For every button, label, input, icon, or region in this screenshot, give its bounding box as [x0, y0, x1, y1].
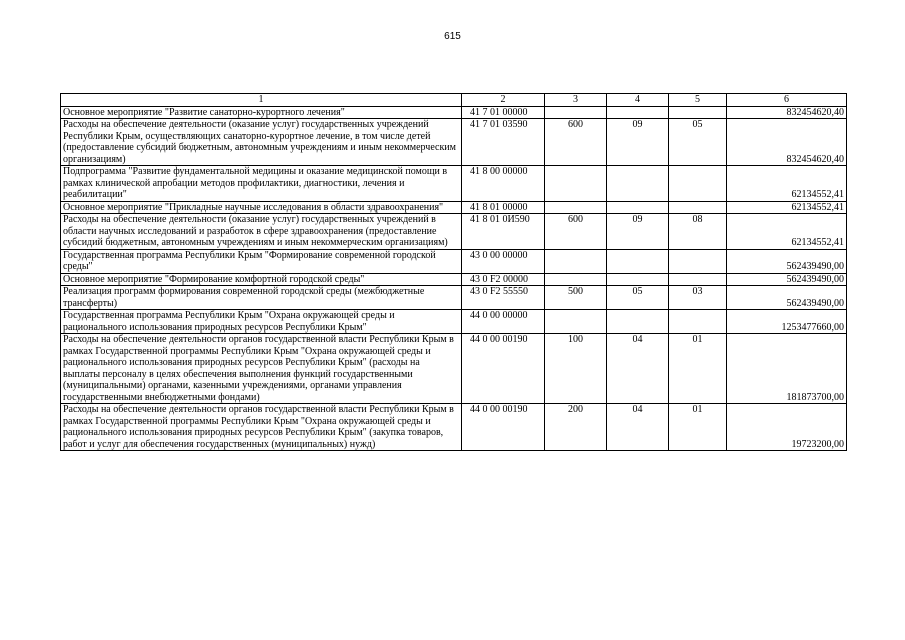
table-row [61, 201, 847, 214]
cell-code: 44 0 00 00190 [462, 334, 545, 404]
cell-c3 [545, 106, 607, 119]
cell-code: 43 0 00 00000 [462, 249, 545, 273]
table-row [61, 106, 847, 119]
cell-amount: 19723200,00 [727, 404, 847, 451]
cell-name: Государственная программа Республики Крым "Охрана окружающей среды и рационального использования природных ресурсов Республики Крым" [61, 310, 462, 334]
cell-c4 [607, 201, 669, 214]
cell-c3: 600 [545, 214, 607, 250]
table-row [61, 404, 847, 451]
cell-c4: 09 [607, 119, 669, 166]
budget-table [60, 93, 847, 451]
cell-c5: 01 [669, 334, 727, 404]
cell-c4 [607, 106, 669, 119]
cell-c4: 05 [607, 286, 669, 310]
cell-c4: 09 [607, 214, 669, 250]
cell-name: Реализация программ формирования современной городской среды (межбюджетные трансферты) [61, 286, 462, 310]
cell-c5 [669, 201, 727, 214]
cell-c5: 03 [669, 286, 727, 310]
cell-c4 [607, 166, 669, 202]
cell-amount: 562439490,00 [727, 249, 847, 273]
cell-amount: 1253477660,00 [727, 310, 847, 334]
cell-name: Основное мероприятие "Прикладные научные исследования в области здравоохранения" [61, 201, 462, 214]
cell-c3: 200 [545, 404, 607, 451]
cell-c5 [669, 249, 727, 273]
cell-amount: 62134552,41 [727, 166, 847, 202]
table-row [61, 310, 847, 334]
header-cell: 5 [669, 94, 727, 107]
cell-c5 [669, 106, 727, 119]
cell-name: Расходы на обеспечение деятельности (оказание услуг) государственных учреждений Республики Крым, осуществляющих санаторно-курортное лечение, в том числе детей (предоставление субсидий бюджетным, автономным учреждениям и иным некоммерческим организациям) [61, 119, 462, 166]
header-cell: 4 [607, 94, 669, 107]
cell-c3 [545, 249, 607, 273]
cell-c5: 08 [669, 214, 727, 250]
header-cell: 1 [61, 94, 462, 107]
cell-c3 [545, 201, 607, 214]
cell-c3: 600 [545, 119, 607, 166]
cell-name: Основное мероприятие "Развитие санаторно-курортного лечения" [61, 106, 462, 119]
header-cell: 2 [462, 94, 545, 107]
cell-name: Расходы на обеспечение деятельности органов государственной власти Республики Крым в рамках Государственной программы Республики Крым "Охрана окружающей среды и рационального использования природных ресурсов Республики Крым" (закупка товаров, работ и услуг для обеспечения государственных (муниципальных) нужд) [61, 404, 462, 451]
table-row [61, 249, 847, 273]
cell-c4: 04 [607, 404, 669, 451]
table-row [61, 119, 847, 166]
table-row [61, 214, 847, 250]
header-cell: 3 [545, 94, 607, 107]
table-row [61, 286, 847, 310]
cell-code: 41 8 00 00000 [462, 166, 545, 202]
cell-c3: 500 [545, 286, 607, 310]
cell-amount: 832454620,40 [727, 106, 847, 119]
cell-name: Подпрограмма "Развитие фундаментальной медицины и оказание медицинской помощи в рамках клинической апробации методов профилактики, диагностики, лечения и реабилитации" [61, 166, 462, 202]
cell-code: 44 0 00 00190 [462, 404, 545, 451]
page-number: 615 [444, 31, 461, 42]
cell-c3 [545, 166, 607, 202]
cell-code: 41 8 01 0И590 [462, 214, 545, 250]
cell-code: 41 7 01 03590 [462, 119, 545, 166]
cell-name: Государственная программа Республики Крым "Формирование современной городской среды" [61, 249, 462, 273]
cell-c5 [669, 166, 727, 202]
cell-c5 [669, 273, 727, 286]
header-cell: 6 [727, 94, 847, 107]
cell-c5: 01 [669, 404, 727, 451]
cell-c3 [545, 310, 607, 334]
cell-c4 [607, 310, 669, 334]
cell-c4 [607, 249, 669, 273]
cell-c3: 100 [545, 334, 607, 404]
table-header-row [61, 94, 847, 107]
cell-code: 41 8 01 00000 [462, 201, 545, 214]
cell-c5 [669, 310, 727, 334]
cell-amount: 562439490,00 [727, 273, 847, 286]
table-row [61, 166, 847, 202]
cell-name: Расходы на обеспечение деятельности (оказание услуг) государственных учреждений в области научных исследований и разработок в сфере здравоохранения (предоставление субсидий бюджетным, автономным учреждениям и иным некоммерческим организациям) [61, 214, 462, 250]
cell-code: 43 0 F2 55550 [462, 286, 545, 310]
cell-c4: 04 [607, 334, 669, 404]
cell-amount: 62134552,41 [727, 201, 847, 214]
table-row [61, 334, 847, 404]
cell-c3 [545, 273, 607, 286]
cell-name: Расходы на обеспечение деятельности органов государственной власти Республики Крым в рамках Государственной программы Республики Крым "Охрана окружающей среды и рационального использования природных ресурсов Республики Крым" (расходы на выплаты персоналу в целях обеспечения выполнения функций государственными (муниципальными) органами, казенными учреждениями, органами управления государственными внебюджетными фондами) [61, 334, 462, 404]
cell-amount: 562439490,00 [727, 286, 847, 310]
cell-amount: 832454620,40 [727, 119, 847, 166]
cell-code: 41 7 01 00000 [462, 106, 545, 119]
cell-code: 43 0 F2 00000 [462, 273, 545, 286]
cell-amount: 181873700,00 [727, 334, 847, 404]
cell-c4 [607, 273, 669, 286]
table-row [61, 273, 847, 286]
cell-amount: 62134552,41 [727, 214, 847, 250]
cell-code: 44 0 00 00000 [462, 310, 545, 334]
cell-c5: 05 [669, 119, 727, 166]
cell-name: Основное мероприятие "Формирование комфортной городской среды" [61, 273, 462, 286]
